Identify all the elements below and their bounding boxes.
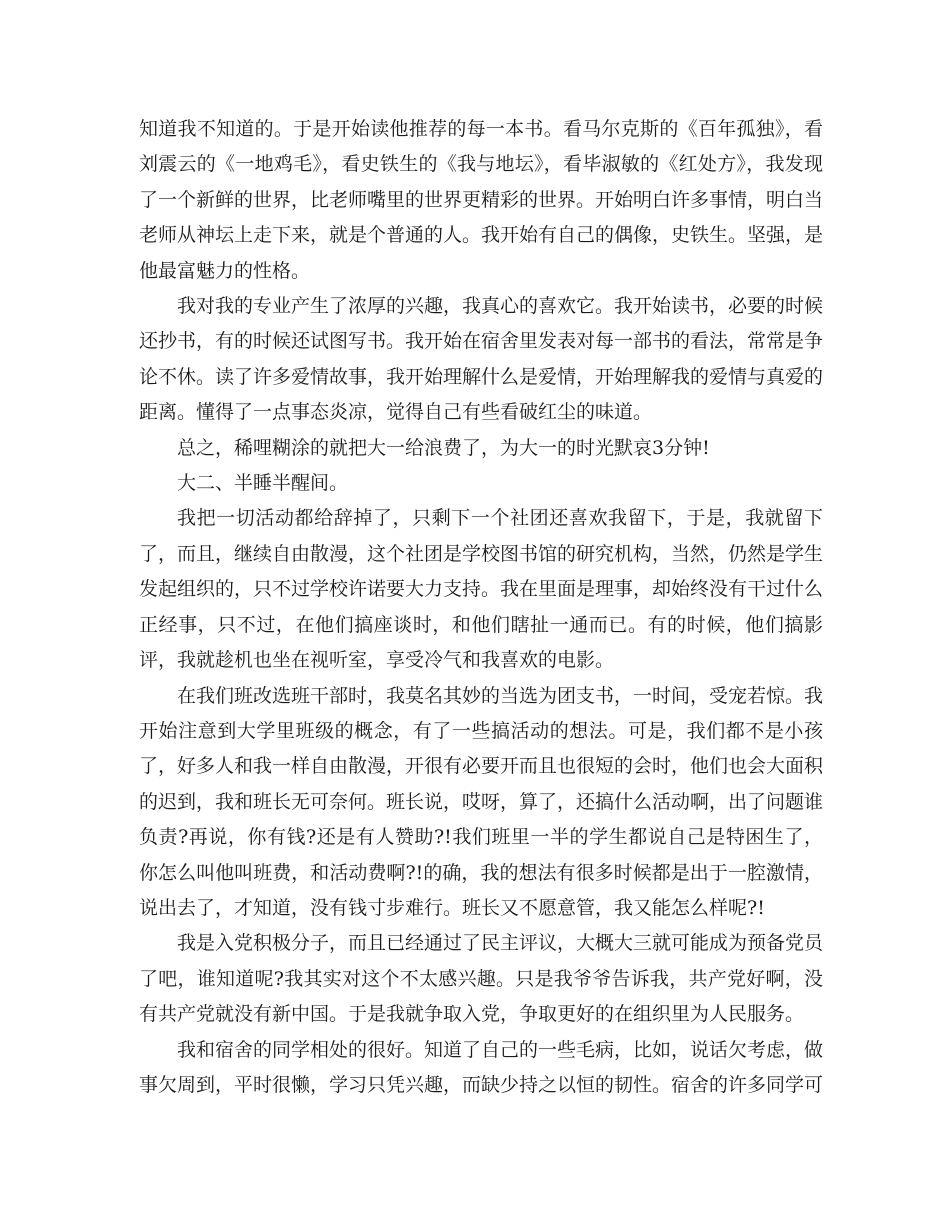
paragraph-club-activities: 我把一切活动都给辞掉了，只剩下一个社团还喜欢我留下，于是，我就留下了，而且，继续自由散漫，这个社团是学校图书馆的研究机构，当然，仍然是学生发起组织的，只不过学校许诺要大力支持。我在里面是理事，却始终没有干过什么正经事，只不过，在他们搞座谈时，和他们瞎扯一通而已。有的时候，他们搞影评，我就趁机也坐在视听室，享受冷气和我喜欢的电影。 — [139, 507, 824, 672]
paragraph-dormitory: 我和宿舍的同学相处的很好。知道了自己的一些毛病，比如，说话欠考虑，做事欠周到，平时很懒，学习只凭兴趣，而缺少持之以恒的韧性。宿舍的许多同学可 — [139, 1038, 824, 1096]
paragraph-reading-books: 知道我不知道的。于是开始读他推荐的每一本书。看马尔克斯的《百年孤独》，看刘震云的《一地鸡毛》，看史铁生的《我与地坛》，看毕淑敏的《红处方》，我发现了一个新鲜的世界，比老师嘴里的世界更精彩的世界。开始明白许多事情，明白当老师从神坛上走下来，就是个普通的人。我开始有自己的偶像，史铁生。坚强，是他最富魅力的性格。 — [139, 118, 824, 282]
paragraph-summary-year-one: 总之，稀哩糊涂的就把大一给浪费了，为大一的时光默哀3分钟! — [177, 436, 710, 459]
paragraph-major-interest: 我对我的专业产生了浓厚的兴趣，我真心的喜欢它。我开始读书，必要的时候还抄书，有的时候还试图写书。我开始在宿舍里发表对每一部书的看法，常常是争论不休。读了许多爱情故事，我开始理解什么是爱情，开始理解我的爱情与真爱的距离。懂得了一点事态炎凉，觉得自己有些看破红尘的味道。 — [139, 295, 824, 424]
section-heading-year-two: 大二、半睡半醒间。 — [177, 472, 349, 495]
paragraph-class-election: 在我们班改选班干部时，我莫名其妙的当选为团支书，一时间，受宠若惊。我开始注意到大学里班级的概念，有了一些搞活动的想法。可是，我们都不是小孩了，好多人和我一样自由散漫，开很有必要开而且也很短的会时，他们也会大面积的迟到，我和班长无可奈何。班长说，哎呀，算了，还搞什么活动啊，出了问题谁负责?再说，你有钱?还是有人赞助?!我们班里一半的学生都说自己是特困生了，你怎么叫他叫班费，和活动费啊?!的确，我的想法有很多时候都是出于一腔激情，说出去了，才知道，没有钱寸步难行。班长又不愿意管，我又能怎么样呢?! — [139, 684, 824, 919]
document-body — [139, 112, 823, 1103]
paragraph-party-activist: 我是入党积极分子，而且已经通过了民主评议，大概大三就可能成为预备党员了吧，谁知道呢?我其实对这个不太感兴趣。只是我爷爷告诉我，共产党好啊，没有共产党就没有新中国。于是我就争取入党，争取更好的在组织里为人民服务。 — [139, 932, 824, 1026]
